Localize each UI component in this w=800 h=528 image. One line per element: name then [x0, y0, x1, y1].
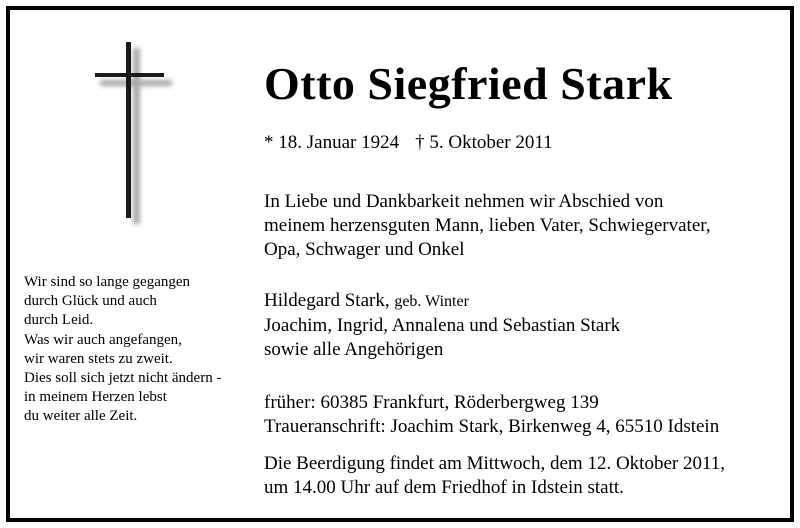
mourners-list: [264, 289, 620, 362]
wife-maiden-name: geb. Winter: [394, 293, 469, 310]
poem-line: durch Leid.: [24, 312, 94, 329]
memorial-poem: [24, 273, 221, 427]
funeral-line: Die Beerdigung findet am Mittwoch, dem 12. Oktober 2011,: [264, 453, 726, 474]
mourner-others: sowie alle Angehörigen: [264, 339, 444, 360]
funeral-info: [264, 452, 725, 500]
death-date: † 5. Oktober 2011: [415, 132, 553, 153]
birth-date: * 18. Januar 1924: [264, 132, 400, 153]
poem-line: durch Glück und auch: [24, 293, 157, 310]
poem-line: Dies soll sich jetzt nicht ändern -: [24, 370, 222, 387]
poem-line: in meinem Herzen lebst: [24, 389, 167, 406]
farewell-line: Opa, Schwager und Onkel: [264, 239, 465, 260]
poem-line: Wir sind so lange gegangen: [24, 274, 191, 290]
poem-line: wir waren stets zu zweit.: [24, 350, 173, 367]
funeral-line: um 14.00 Uhr auf dem Friedhof in Idstein statt.: [264, 477, 624, 498]
deceased-name: Otto Siegfried Stark: [264, 58, 673, 109]
farewell-line: meinem herzensguten Mann, lieben Vater, Schwiegervater,: [264, 215, 711, 236]
poem-line: du weiter alle Zeit.: [24, 408, 138, 425]
poem-line: Was wir auch angefangen,: [24, 331, 182, 348]
address-block: [264, 391, 719, 439]
former-address: früher: 60385 Frankfurt, Röderbergweg 139: [264, 392, 599, 413]
wife-name: Hildegard Stark,: [264, 290, 390, 311]
mourning-address: Traueranschrift: Joachim Stark, Birkenweg 4, 65510 Idstein: [264, 416, 720, 437]
farewell-text: [264, 190, 711, 262]
life-dates: [264, 132, 553, 154]
mourner-wife: [264, 289, 620, 314]
farewell-line: In Liebe und Dankbarkeit nehmen wir Abschied von: [264, 191, 664, 212]
mourner-children: Joachim, Ingrid, Annalena und Sebastian Stark: [264, 315, 621, 336]
